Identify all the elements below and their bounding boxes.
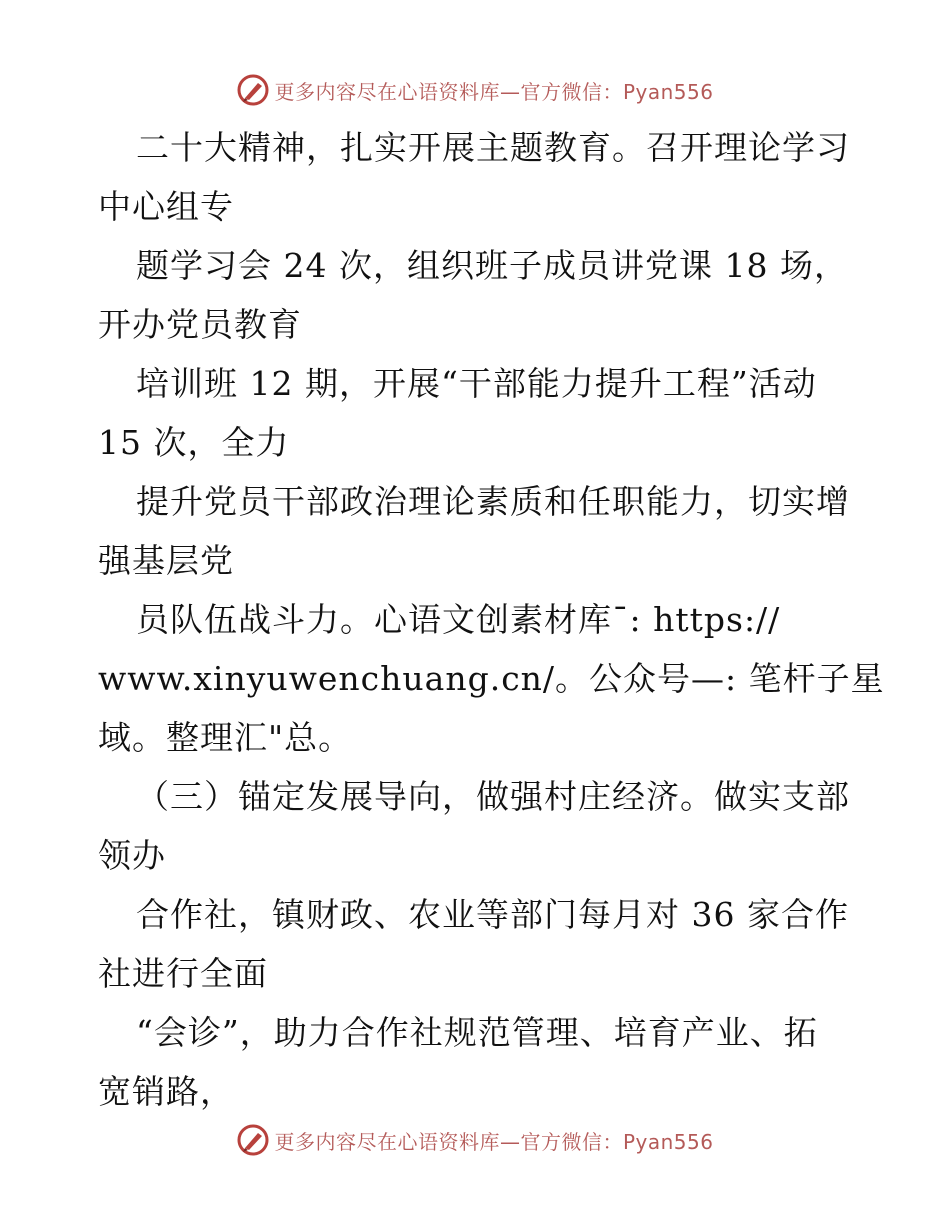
- body-line: 合作社，镇财政、农业等部门每月对 36 家合作: [136, 895, 849, 934]
- body-line: “会诊”，助力合作社规范管理、培育产业、拓: [136, 1013, 818, 1052]
- body-line: 二十大精神，扎实开展主题教育。召开理论学习: [136, 128, 850, 167]
- header-banner-text: 更多内容尽在心语资料库—官方微信：Pyan556: [274, 79, 714, 104]
- footer-banner-text: 更多内容尽在心语资料库—官方微信：Pyan556: [274, 1129, 714, 1154]
- body-line: 提升党员干部政治理论素质和任职能力，切实增: [136, 482, 850, 521]
- body-line: 社进行全面: [98, 954, 268, 993]
- body-line: www.xinyuwenchuang.cn/。公众号—: 笔杆子星: [98, 659, 885, 698]
- body-line: 强基层党: [98, 541, 234, 580]
- body-line: 题学习会 24 次，组织班子成员讲党课 18 场，: [136, 246, 848, 285]
- body-line: 员队伍战斗力。心语文创素材库¯: https://: [136, 600, 781, 639]
- body-line: （三）锚定发展导向，做强村庄经济。做实支部: [136, 777, 850, 816]
- body-line: 宽销路，: [98, 1072, 234, 1111]
- body-line: 领办: [98, 836, 166, 875]
- footer-watermark-banner: [0, 1120, 950, 1160]
- body-line: 开办党员教育: [98, 305, 302, 344]
- body-line: 15 次，全力: [98, 423, 290, 462]
- body-line: 中心组专: [98, 187, 234, 226]
- pen-logo-icon: [236, 73, 270, 107]
- header-watermark-banner: [0, 70, 950, 110]
- pen-logo-icon: [236, 1123, 270, 1157]
- body-line: 培训班 12 期，开展“干部能力提升工程”活动: [136, 364, 817, 403]
- body-line: 域。整理汇"总。: [98, 718, 353, 757]
- document-body: [98, 118, 885, 1121]
